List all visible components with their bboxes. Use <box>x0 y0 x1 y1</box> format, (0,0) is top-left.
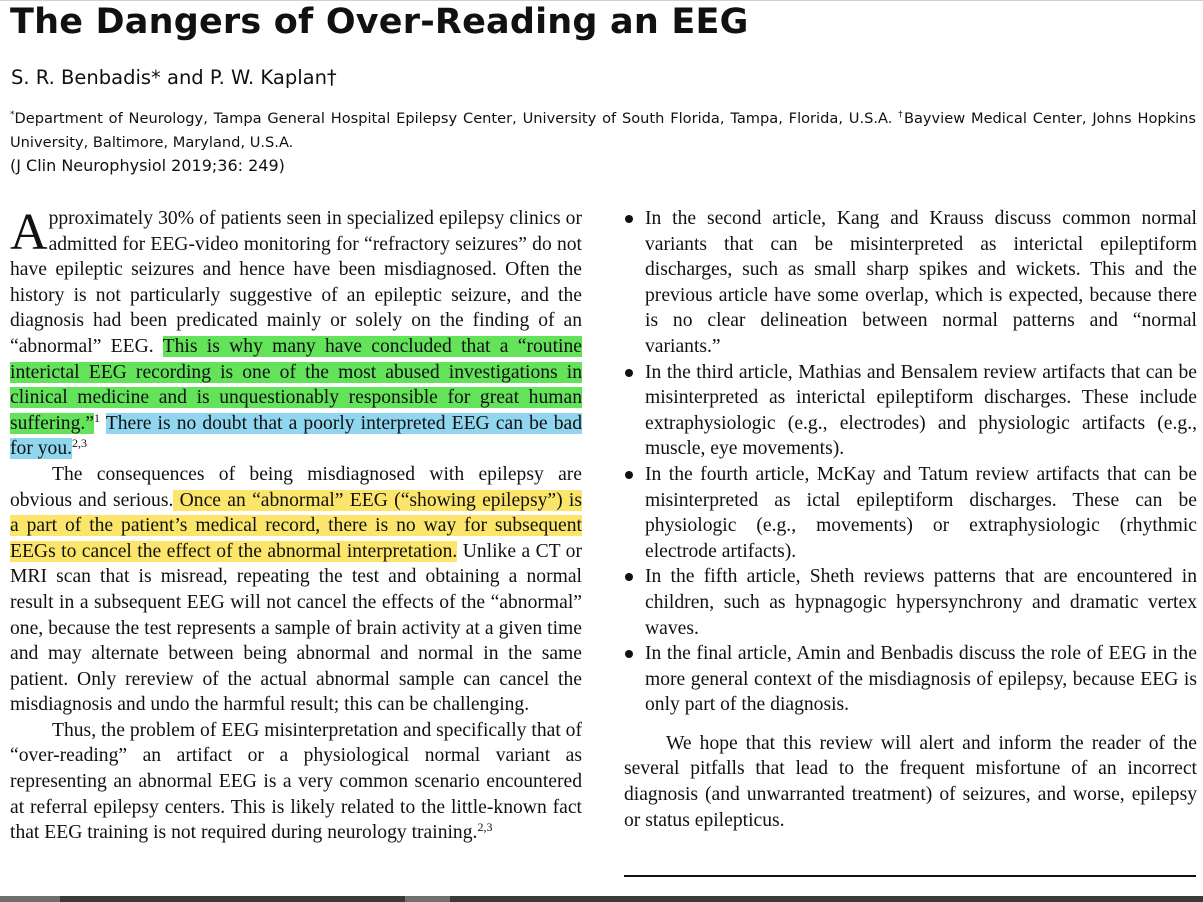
reference-1: 1 <box>93 410 100 425</box>
authors: S. R. Benbadis* and P. W. Kaplan† <box>11 66 337 89</box>
paragraph-3 <box>10 718 582 846</box>
affiliation-mark-2: † <box>898 110 904 120</box>
paragraph-2-start: The consequences of being misdiagnosed with epilepsy are obvious and serious. <box>10 463 582 511</box>
affiliation-1: Department of Neurology, Tampa General Hospital Epilepsy Center, University of South Florida, Tampa, Florida, U.S.A. <box>14 110 893 127</box>
top-border <box>0 0 1203 1</box>
highlight-yellow: Once an “abnormal” EEG (“showing epilepsy”) is a part of the patient’s medical record, there is no way for subsequent EEGs to cancel the effect of the abnormal interpretation. <box>10 489 582 562</box>
scrollbar-segment <box>0 896 60 902</box>
closing-paragraph: We hope that this review will alert and inform the reader of the several pitfalls that lead to the frequent misfortune of an incorrect diagnosis (and unwarranted treatment) of seizures, and worse, epilepsy or status epilepticus. <box>624 732 1197 831</box>
list-item: In the fifth article, Sheth reviews patterns that are encountered in children, such as hypnagogic hypersynchrony and dramatic vertex waves. <box>624 564 1197 641</box>
paragraph-1-text: pproximately 30% of patients seen in specialized epilepsy clinics or admitted for EEG-video monitoring for “refractory seizures” do not have epileptic seizures and hence have been misdiagnosed. Often the history is not particularly suggestive of an epileptic seizure, and the diagnosis had been predicated mainly or solely on the finding of an “abnormal” EEG. <box>10 208 582 357</box>
reference-2-3: 2,3 <box>477 820 493 835</box>
drop-cap: A <box>10 204 48 261</box>
paragraph-1 <box>10 206 582 462</box>
paragraph-2 <box>10 462 582 718</box>
list-item: In the final article, Amin and Benbadis discuss the role of EEG in the more general context of the misdiagnosis of epilepsy, because EEG is only part of the diagnosis. <box>624 641 1197 718</box>
affiliation-2: Bayview Medical Center, Johns Hopkins University, Baltimore, Maryland, U.S.A. <box>10 110 1197 151</box>
right-column <box>624 206 1197 833</box>
viewer-bottom-bar <box>0 896 1203 902</box>
reference-2-3: 2,3 <box>72 436 88 451</box>
journal-citation: (J Clin Neurophysiol 2019;36: 249) <box>10 156 285 175</box>
left-column <box>10 206 582 846</box>
paragraph-2-end: Unlike a CT or MRI scan that is misread, repeating the test and obtaining a normal result in a subsequent EEG will not cancel the effects of the “abnormal” one, because the test represents a sample of brain activity at a given time and may alternate between being abnormal and normal in the same patient. Only rereview of the actual abnormal sample can cancel the misdiagnosis and undo the harmful result; this can be challenging. <box>10 540 583 716</box>
article-title: The Dangers of Over-Reading an EEG <box>10 2 749 42</box>
footnote-rule <box>624 875 1196 877</box>
highlight-blue: There is no doubt that a poorly interpreted EEG can be bad for you. <box>10 412 582 460</box>
affiliation-mark-1: * <box>10 110 15 120</box>
article-summary-list <box>624 206 1197 718</box>
list-item: In the third article, Mathias and Bensalem review artifacts that can be misinterpreted as interictal epileptiform discharges. These include extraphysiologic (e.g., electrodes) and physiologic artifacts (e.g., muscle, eye movements). <box>624 360 1197 462</box>
paragraph-3-text: Thus, the problem of EEG misinterpretation and specifically that of “over-reading” an artifact or a physiological normal variant as representing an abnormal EEG is a very common scenario encountered at referral epilepsy centers. This is likely related to the little-known fact that EEG training is not required during neurology training. <box>10 719 582 844</box>
affiliations <box>10 107 1196 155</box>
list-item: In the fourth article, McKay and Tatum review artifacts that can be misinterpreted as ictal epileptiform discharges. These can be physiologic (e.g., movements) or extraphysiologic (rhythmic electrode artifacts). <box>624 462 1197 564</box>
list-item: In the second article, Kang and Krauss discuss common normal variants that can be misinterpreted as interictal epileptiform discharges, such as small sharp spikes and wickets. This and the previous article have some overlap, which is expected, because there is no clear delineation between normal patterns and “normal variants.” <box>624 206 1197 360</box>
spacer <box>100 413 106 434</box>
highlight-green: This is why many have concluded that a “routine interictal EEG recording is one of the most abused investigations in clinical medicine and is unquestionably responsible for great human suffering.” <box>10 335 582 434</box>
scrollbar-thumb[interactable] <box>405 896 450 902</box>
